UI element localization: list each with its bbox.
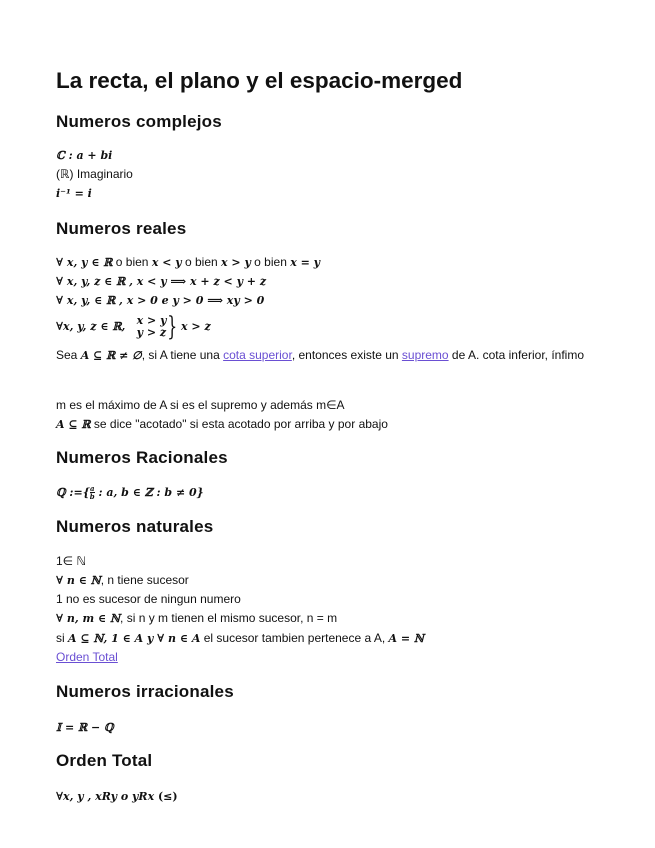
formula: A ⊆ ℕ, 1 ∈ A y ∀ n ∈ A — [68, 632, 201, 645]
irracionales-line-1 — [56, 719, 114, 736]
reales-line-3 — [56, 292, 264, 309]
heading-reales: Numeros reales — [56, 219, 187, 238]
link-supremo[interactable]: supremo — [401, 348, 449, 362]
formula: ∀ n, m ∈ ℕ — [56, 612, 121, 625]
heading-naturales: Numeros naturales — [56, 517, 214, 536]
formula: ∀ x, y ∈ ℝ — [56, 256, 113, 269]
heading-irracionales: Numeros irracionales — [56, 682, 234, 701]
formula-product-positive: ∀ x, y, ∈ ℝ , x > 0 e y > 0 ⟹ xy > 0 — [56, 294, 265, 307]
heading-racionales: Numeros Racionales — [56, 448, 228, 467]
text: , n tiene sucesor — [100, 573, 189, 587]
text: Sea — [56, 348, 81, 362]
racionales-line-1 — [56, 484, 204, 501]
text: de A. cota inferior, ínfimo — [448, 348, 584, 362]
formula: ∀ n ∈ ℕ — [56, 574, 101, 587]
reales-line-7 — [56, 416, 388, 433]
formula: A = ℕ — [388, 632, 424, 645]
naturales-line-5 — [56, 630, 424, 647]
naturales-line-4 — [56, 610, 337, 627]
formula-transitivity-quantifier: ∀x, y, z ∈ ℝ, — [56, 319, 126, 333]
reales-line-4 — [56, 309, 211, 343]
formula-addition-order: ∀ x, y, z ∈ ℝ , x < y ⟹ x + z < y + z — [56, 275, 267, 288]
link-cota-superior[interactable]: cota superior — [223, 348, 292, 362]
naturales-line-3: 1 no es sucesor de ningun numero — [56, 592, 241, 606]
naturales-line-1: 1∈ ℕ — [56, 554, 87, 568]
formula-leq-symbol: (≤) — [154, 790, 178, 803]
reales-line-6: m es el máximo de A si es el supremo y además m∈A — [56, 398, 345, 412]
text: , entonces existe un — [291, 348, 402, 362]
formula-system — [137, 315, 167, 339]
text: o bien — [112, 255, 152, 269]
complejos-line-1 — [56, 147, 112, 164]
text: , si n y m tienen el mismo sucesor, n = m — [120, 611, 338, 625]
text: o bien — [250, 255, 291, 269]
formula: x = y — [290, 256, 321, 269]
formula: x < y — [151, 256, 182, 269]
reales-line-1 — [56, 254, 320, 271]
reales-line-5 — [56, 346, 596, 365]
formula-irrational-set: 𝕀 = ℝ − ℚ — [56, 721, 114, 734]
system-row-top: x > y — [136, 313, 167, 327]
formula: x > y — [221, 256, 251, 269]
text: , si A tiene una — [141, 348, 224, 362]
formula-complex-form: ℂ : a + bi — [56, 149, 113, 162]
text: se dice "acotado" si esta acotado por arriba y por abajo — [90, 417, 388, 431]
orden-line-1 — [56, 788, 178, 805]
formula-transitivity-result: x > z — [181, 319, 211, 333]
fraction-numerator: a — [89, 484, 95, 494]
text: si — [56, 631, 68, 645]
link-orden-total[interactable]: Orden Total — [56, 650, 118, 664]
formula-total-order: ∀x, y , xRy o yRx — [56, 790, 155, 803]
naturales-line-2 — [56, 572, 189, 589]
complejos-line-3 — [56, 185, 92, 202]
text: el sucesor tambien pertenece a A, — [200, 631, 389, 645]
text: o bien — [181, 255, 222, 269]
page-title: La recta, el plano y el espacio-merged — [56, 68, 463, 93]
formula-imaginary-unit: i⁻¹ = i — [56, 187, 92, 200]
formula: : a, b ∈ ℤ : b ≠ 0} — [94, 486, 204, 499]
brace-symbol: } — [167, 311, 178, 342]
reales-line-2 — [56, 273, 266, 290]
system-row-bottom: y > z — [136, 325, 167, 339]
complejos-line-2: (ℝ) Imaginario — [56, 167, 133, 181]
naturales-line-6 — [56, 649, 118, 665]
heading-orden-total: Orden Total — [56, 751, 153, 770]
heading-complejos: Numeros complejos — [56, 112, 222, 131]
fraction-denominator: b — [89, 492, 95, 502]
formula: A ⊆ ℝ ≠ ∅ — [80, 349, 142, 362]
formula: ℚ :={ — [56, 486, 90, 499]
formula: A ⊆ ℝ — [56, 418, 91, 431]
